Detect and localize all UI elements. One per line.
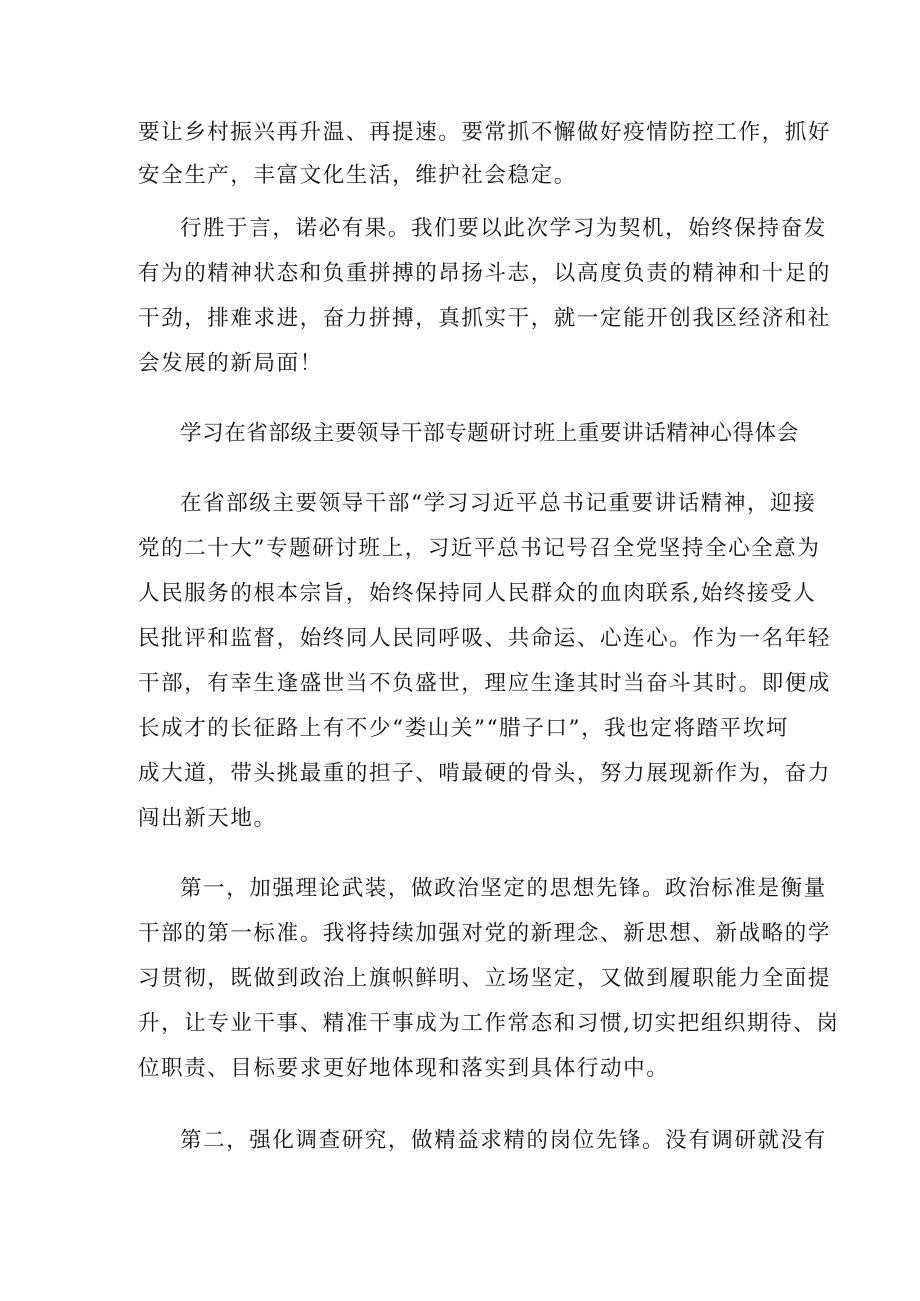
paragraph-line: 第二，强化调查研究，做精益求精的岗位先锋。没有调研就没有 bbox=[180, 1128, 827, 1153]
paragraph-line: 安全生产，丰富文化生活，维护社会稳定。 bbox=[138, 163, 577, 188]
paragraph-line: 民批评和监督，始终同人民同呼吸、共命运、心连心。作为一名年轻 bbox=[138, 626, 832, 651]
paragraph-line: 长成才的长征路上有不少“娄山关”“腊子口”，我也定将踏平坎坷 bbox=[138, 716, 789, 741]
paragraph-line: 位职责、目标要求更好地体现和落实到具体行动中。 bbox=[138, 1056, 670, 1081]
paragraph-line: 党的二十大”专题研讨班上，习近平总书记号召全党坚持全心全意为 bbox=[138, 536, 821, 561]
paragraph-line: 干部的第一标准。我将持续加强对党的新理念、新思想、新战略的学 bbox=[138, 921, 832, 946]
paragraph-line: 干劲，排难求进，奋力拼搏，真抓实干，就一定能开创我区经济和社 bbox=[138, 306, 832, 331]
paragraph-line: 行胜于言，诺必有果。我们要以此次学习为契机，始终保持奋发 bbox=[180, 216, 827, 241]
paragraph-line: 要让乡村振兴再升温、再提速。要常抓不懈做好疫情防控工作，抓好 bbox=[138, 120, 832, 145]
paragraph-line: 会发展的新局面！ bbox=[138, 351, 323, 376]
section-title: 学习在省部级主要领导干部专题研讨班上重要讲话精神心得体会 bbox=[180, 421, 799, 446]
paragraph-line: 人民服务的根本宗旨，始终保持同人民群众的血肉联系,始终接受人 bbox=[138, 581, 817, 606]
paragraph-line: 升，让专业干事、精准干事成为工作常态和习惯,切实把组织期待、岗 bbox=[138, 1011, 840, 1036]
paragraph-line: 第一，加强理论武装，做政治坚定的思想先锋。政治标准是衡量 bbox=[180, 876, 827, 901]
paragraph-line: 在省部级主要领导干部“学习习近平总书记重要讲话精神，迎接 bbox=[180, 491, 817, 516]
paragraph-line: 有为的精神状态和负重拼搏的昂扬斗志，以高度负责的精神和十足的 bbox=[138, 261, 832, 286]
paragraph-line: 习贯彻，既做到政治上旗帜鲜明、立场坚定，又做到履职能力全面提 bbox=[138, 966, 832, 991]
paragraph-line: 闯出新天地。 bbox=[138, 806, 277, 831]
paragraph-line: 成大道，带头挑最重的担子、啃最硬的骨头，努力展现新作为，奋力 bbox=[138, 761, 832, 786]
paragraph-line: 干部，有幸生逢盛世当不负盛世，理应生逢其时当奋斗其时。即便成 bbox=[138, 671, 832, 696]
